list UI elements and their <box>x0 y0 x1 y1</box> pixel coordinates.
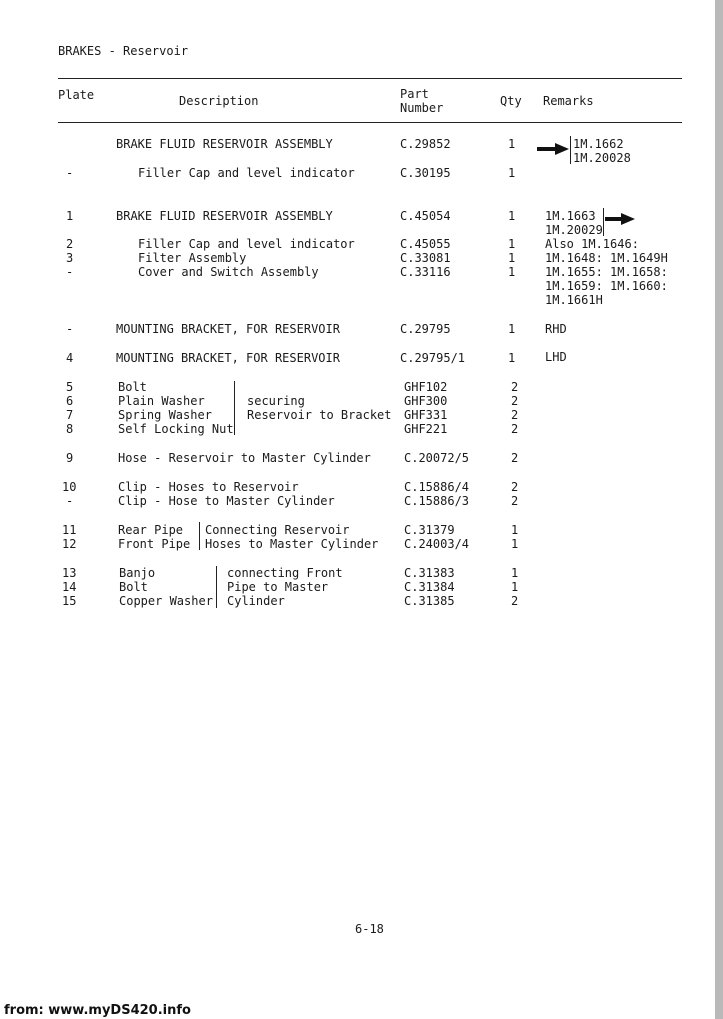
row-plate: 8 <box>66 422 74 436</box>
row-description: Plain Washer <box>118 394 205 408</box>
header-description: Description <box>179 94 259 108</box>
row-remarks: 1M.1663 <box>545 209 596 223</box>
row-remarks: 1M.1655: 1M.1658: <box>545 265 668 279</box>
source-footer: from: www.myDS420.info <box>4 1003 191 1018</box>
row-qty: 1 <box>508 322 516 336</box>
row-description: BRAKE FLUID RESERVOIR ASSEMBLY <box>116 137 333 151</box>
row-remarks: RHD <box>545 322 567 336</box>
header-part-line1: Part <box>400 87 429 101</box>
header-plate: Plate <box>58 88 95 102</box>
row-part-number: GHF331 <box>404 408 448 422</box>
row-plate: - <box>66 265 74 279</box>
row-plate: 11 <box>62 523 77 537</box>
row-description: Copper Washer <box>119 594 213 608</box>
header-top-rule <box>58 78 682 79</box>
row-qty: 1 <box>508 237 516 251</box>
row-part-number: C.31383 <box>404 566 455 580</box>
page-title: BRAKES - Reservoir <box>58 44 189 58</box>
group-note: Cylinder <box>227 594 285 608</box>
row-part-number: C.29795/1 <box>400 351 466 365</box>
group-bracket <box>216 566 217 608</box>
row-qty: 2 <box>511 380 519 394</box>
row-description: Filter Assembly <box>138 251 247 265</box>
header-remarks: Remarks <box>543 94 594 108</box>
row-remarks: 1M.1659: 1M.1660: <box>545 279 668 293</box>
row-description: MOUNTING BRACKET, FOR RESERVOIR <box>116 322 340 336</box>
row-remarks: LHD <box>545 350 567 364</box>
row-part-number: C.29852 <box>400 137 451 151</box>
row-qty: 2 <box>511 494 519 508</box>
row-remarks: 1M.1662 <box>573 137 624 151</box>
row-remarks: 1M.1648: 1M.1649H <box>545 251 668 265</box>
row-plate: 2 <box>66 237 74 251</box>
row-description: MOUNTING BRACKET, FOR RESERVOIR <box>116 351 340 365</box>
row-qty: 1 <box>508 351 516 365</box>
header-part-line2: Number <box>400 101 444 115</box>
row-part-number: GHF300 <box>404 394 448 408</box>
remarks-bracket <box>570 136 571 164</box>
row-part-number: C.20072/5 <box>404 451 470 465</box>
row-plate: 9 <box>66 451 74 465</box>
header-bottom-rule <box>58 122 682 123</box>
row-qty: 1 <box>508 209 516 223</box>
row-plate: 1 <box>66 209 74 223</box>
group-note: Reservoir to Bracket <box>247 408 392 422</box>
row-description: Spring Washer <box>118 408 212 422</box>
row-part-number: C.29795 <box>400 322 451 336</box>
group-bracket <box>234 381 235 435</box>
row-part-number: C.33081 <box>400 251 451 265</box>
page-number: 6-18 <box>355 922 384 936</box>
row-part-number: C.24003/4 <box>404 537 470 551</box>
row-plate: 12 <box>62 537 77 551</box>
row-qty: 2 <box>511 408 519 422</box>
row-description: Front Pipe <box>118 537 191 551</box>
row-description: Hose - Reservoir to Master Cylinder <box>118 451 371 465</box>
row-part-number: C.31384 <box>404 580 455 594</box>
group-bracket <box>199 522 200 550</box>
arrow-right-icon <box>605 213 635 225</box>
row-qty: 1 <box>511 537 519 551</box>
row-remarks: 1M.20029 <box>545 223 603 237</box>
row-description: Banjo <box>119 566 156 580</box>
row-qty: 1 <box>508 265 516 279</box>
row-description: Filler Cap and level indicator <box>138 237 355 251</box>
group-note: securing <box>247 394 305 408</box>
row-qty: 2 <box>511 422 519 436</box>
row-plate: - <box>66 322 74 336</box>
row-plate: 6 <box>66 394 74 408</box>
row-qty: 2 <box>511 394 519 408</box>
row-description: Bolt <box>118 380 147 394</box>
row-part-number: C.30195 <box>400 166 451 180</box>
group-note: connecting Front <box>227 566 343 580</box>
row-qty: 1 <box>511 580 519 594</box>
row-part-number: C.45055 <box>400 237 451 251</box>
row-remarks: 1M.1661H <box>545 293 603 307</box>
row-qty: 2 <box>511 451 519 465</box>
row-description: Clip - Hose to Master Cylinder <box>118 494 335 508</box>
header-qty: Qty <box>500 94 522 108</box>
row-plate: 13 <box>62 566 77 580</box>
row-part-number: C.31379 <box>404 523 455 537</box>
row-part-number: GHF221 <box>404 422 448 436</box>
row-plate: 3 <box>66 251 74 265</box>
remarks-bracket <box>603 208 604 236</box>
row-description: Bolt <box>119 580 148 594</box>
group-note: Pipe to Master <box>227 580 329 594</box>
scan-edge <box>715 0 723 1019</box>
row-qty: 1 <box>508 137 516 151</box>
group-note: Hoses to Master Cylinder <box>205 537 379 551</box>
row-plate: 7 <box>66 408 74 422</box>
group-note: Connecting Reservoir <box>205 523 350 537</box>
row-description: Self Locking Nut <box>118 422 234 436</box>
row-qty: 1 <box>511 523 519 537</box>
row-description: BRAKE FLUID RESERVOIR ASSEMBLY <box>116 209 333 223</box>
row-description: Filler Cap and level indicator <box>138 166 355 180</box>
row-description: Rear Pipe <box>118 523 184 537</box>
row-part-number: C.31385 <box>404 594 455 608</box>
row-remarks: Also 1M.1646: <box>545 237 639 251</box>
row-part-number: C.45054 <box>400 209 451 223</box>
row-plate: 14 <box>62 580 77 594</box>
row-plate: - <box>66 166 74 180</box>
row-description: Clip - Hoses to Reservoir <box>118 480 299 494</box>
row-plate: 5 <box>66 380 74 394</box>
row-qty: 1 <box>508 251 516 265</box>
row-plate: 4 <box>66 351 74 365</box>
row-part-number: C.15886/3 <box>404 494 470 508</box>
row-qty: 1 <box>508 166 516 180</box>
row-remarks: 1M.20028 <box>573 151 631 165</box>
row-description: Cover and Switch Assembly <box>138 265 319 279</box>
row-plate: - <box>66 494 74 508</box>
row-part-number: C.15886/4 <box>404 480 470 494</box>
row-part-number: GHF102 <box>404 380 448 394</box>
row-plate: 10 <box>62 480 77 494</box>
row-qty: 2 <box>511 594 519 608</box>
row-qty: 1 <box>511 566 519 580</box>
arrow-right-icon <box>537 143 569 155</box>
row-part-number: C.33116 <box>400 265 451 279</box>
row-plate: 15 <box>62 594 77 608</box>
row-qty: 2 <box>511 480 519 494</box>
